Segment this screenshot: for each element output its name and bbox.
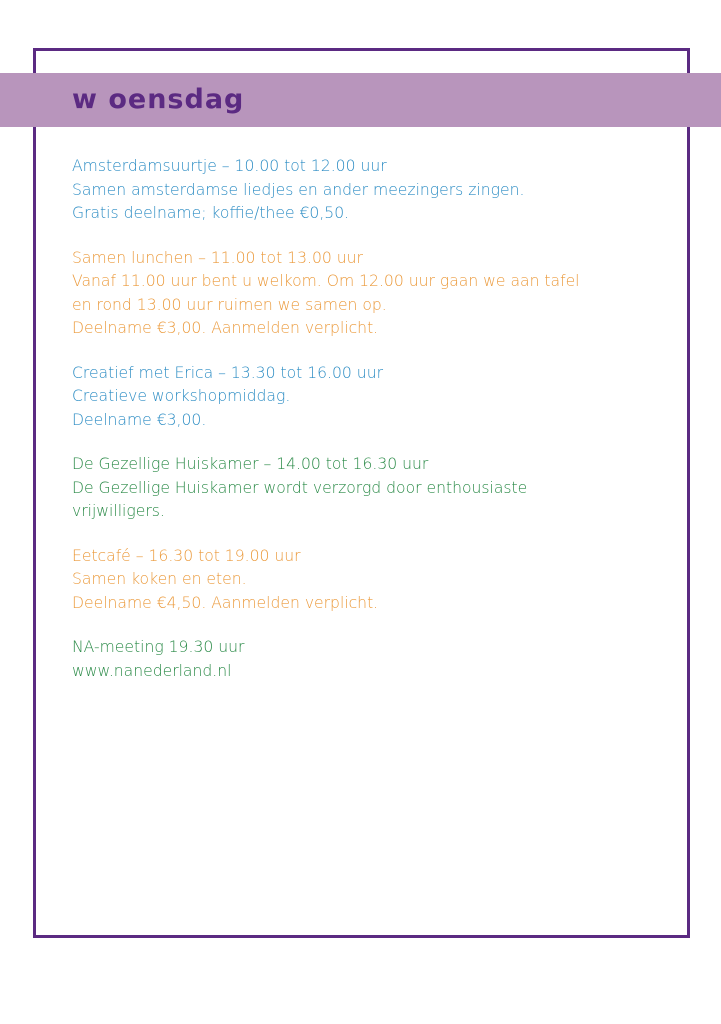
activity-heading: NA-meeting 19.30 uur: [72, 638, 245, 656]
activity-description: De Gezellige Huiskamer wordt verzorgd door enthousiaste: [72, 478, 528, 497]
activity-na-meeting: [72, 636, 672, 683]
activity-description: Samen koken en eten.: [72, 570, 247, 588]
activity-price: Deelname €3,00.: [72, 410, 207, 429]
activity-eetcafe: [72, 545, 672, 616]
activity-heading: Eetcafé – 16.30 tot 19.00 uur: [72, 546, 301, 565]
activity-creatief-met-erica: [72, 362, 672, 433]
activity-heading: Samen lunchen – 11.00 tot 13.00 uur: [72, 248, 363, 267]
activity-description: Creatieve workshopmiddag.: [72, 387, 291, 405]
activity-heading: Creatief met Erica – 13.30 tot 16.00 uur: [72, 363, 383, 382]
activity-description: en rond 13.00 uur ruimen we samen op.: [72, 295, 387, 314]
day-title: w oensdag: [72, 84, 245, 115]
activity-heading: Amsterdamsuurtje – 10.00 tot 12.00 uur: [72, 157, 387, 175]
website-link[interactable]: www.nanederland.nl: [72, 661, 232, 680]
activity-gezellige-huiskamer: [72, 453, 672, 524]
activity-description: Vanaf 11.00 uur bent u welkom. Om 12.00 uur gaan we aan tafel: [72, 272, 580, 290]
activity-list: [72, 155, 672, 704]
activity-price: Deelname €4,50. Aanmelden verplicht.: [72, 593, 379, 612]
activity-description: vrijwilligers.: [72, 502, 165, 520]
activity-heading: De Gezellige Huiskamer – 14.00 tot 16.30 uur: [72, 455, 429, 473]
activity-samen-lunchen: [72, 247, 672, 341]
activity-price: Deelname €3,00. Aanmelden verplicht.: [72, 319, 379, 337]
activity-amsterdamsuurtje: [72, 155, 672, 226]
activity-description: Samen amsterdamse liedjes en ander meezingers zingen.: [72, 180, 525, 199]
activity-price: Gratis deelname; koffie/thee €0,50.: [72, 204, 350, 222]
